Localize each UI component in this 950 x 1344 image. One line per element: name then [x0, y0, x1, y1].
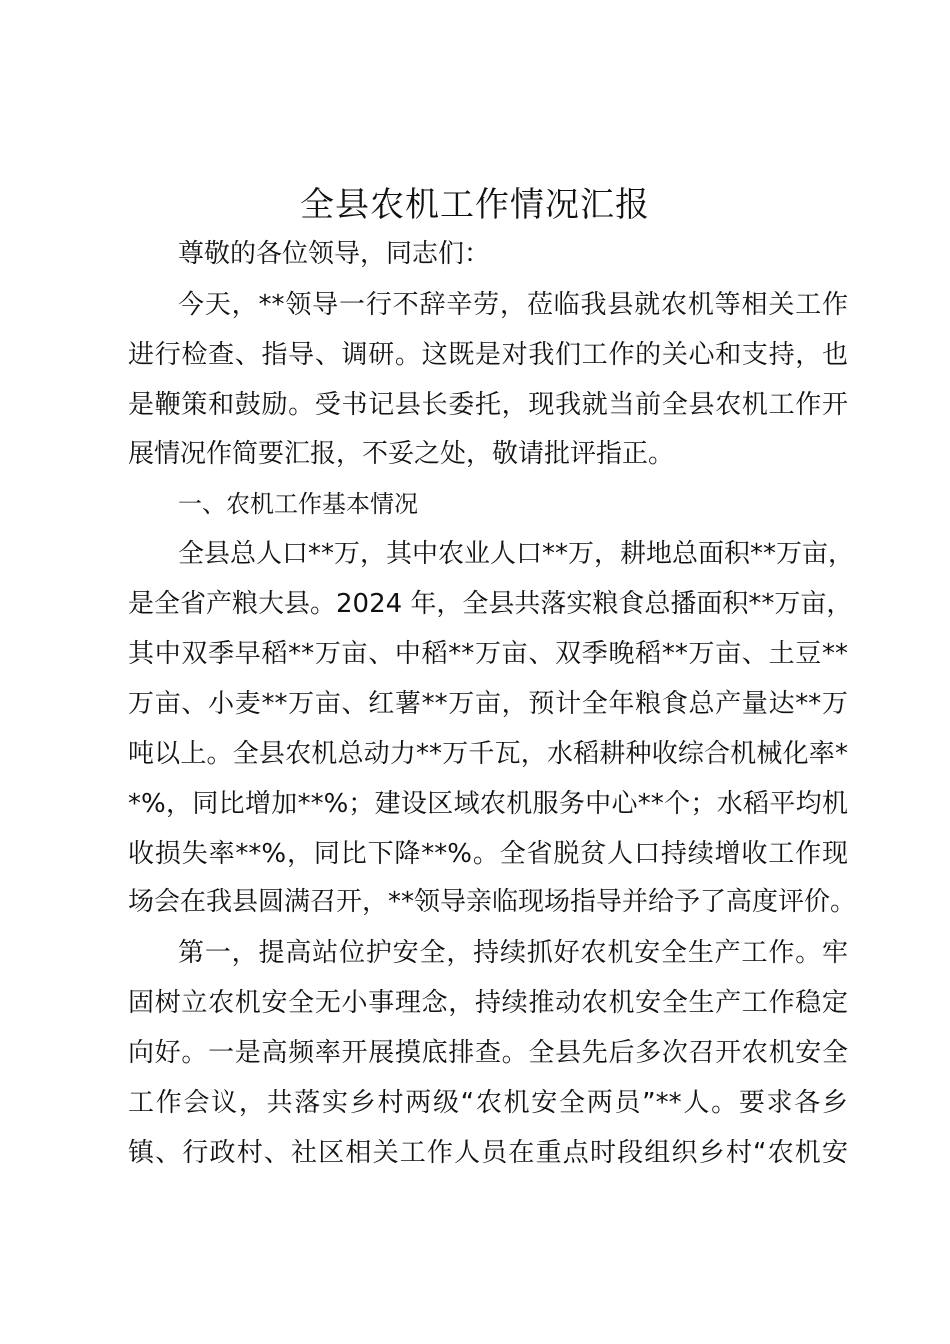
paragraph-line: 工作会议，共落实乡村两级“农机安全两员”**人。要求各乡 — [128, 1088, 848, 1118]
paragraph-line: 第一，提高站位护安全，持续抓好农机安全生产工作。牢 — [178, 938, 848, 968]
paragraph-line: 进行检查、指导、调研。这既是对我们工作的关心和支持，也 — [128, 340, 848, 370]
paragraph-line: 向好。一是高频率开展摸底排查。全县先后多次召开农机安全 — [128, 1038, 848, 1068]
section-heading: 一、农机工作基本情况 — [178, 490, 418, 518]
paragraph-line: 场会在我县圆满召开，**领导亲临现场指导并给予了高度评价。 — [128, 887, 857, 917]
paragraph-line: 展情况作简要汇报，不妥之处，敬请批评指正。 — [128, 439, 675, 469]
paragraph-line: 是全省产粮大县。2024 年，全县共落实粮食总播面积**万亩， — [128, 589, 853, 619]
paragraph-line: 全县总人口**万，其中农业人口**万，耕地总面积**万亩， — [178, 539, 855, 569]
document-title: 全县农机工作情况汇报 — [300, 185, 650, 225]
paragraph-line: 其中双季早稻**万亩、中稻**万亩、双季晚稻**万亩、土豆** — [128, 639, 848, 669]
paragraph-line: 今天，**领导一行不辞辛劳，莅临我县就农机等相关工作 — [178, 290, 848, 320]
paragraph-line: 收损失率**%，同比下降**%。全省脱贫人口持续增收工作现 — [128, 839, 848, 869]
paragraph-line: 固树立农机安全无小事理念，持续推动农机安全生产工作稳定 — [128, 988, 848, 1018]
paragraph-line: *%，同比增加**%；建设区域农机服务中心**个；水稻平均机 — [128, 789, 848, 819]
greeting-line: 尊敬的各位领导，同志们： — [178, 239, 491, 269]
paragraph-line: 万亩、小麦**万亩、红薯**万亩，预计全年粮食总产量达**万 — [128, 689, 848, 719]
paragraph-line: 是鞭策和鼓励。受书记县长委托，现我就当前全县农机工作开 — [128, 390, 848, 420]
paragraph-line: 镇、行政村、社区相关工作人员在重点时段组织乡村“农机安 — [128, 1138, 848, 1168]
paragraph-line: 吨以上。全县农机总动力**万千瓦，水稻耕种收综合机械化率* — [128, 739, 848, 769]
